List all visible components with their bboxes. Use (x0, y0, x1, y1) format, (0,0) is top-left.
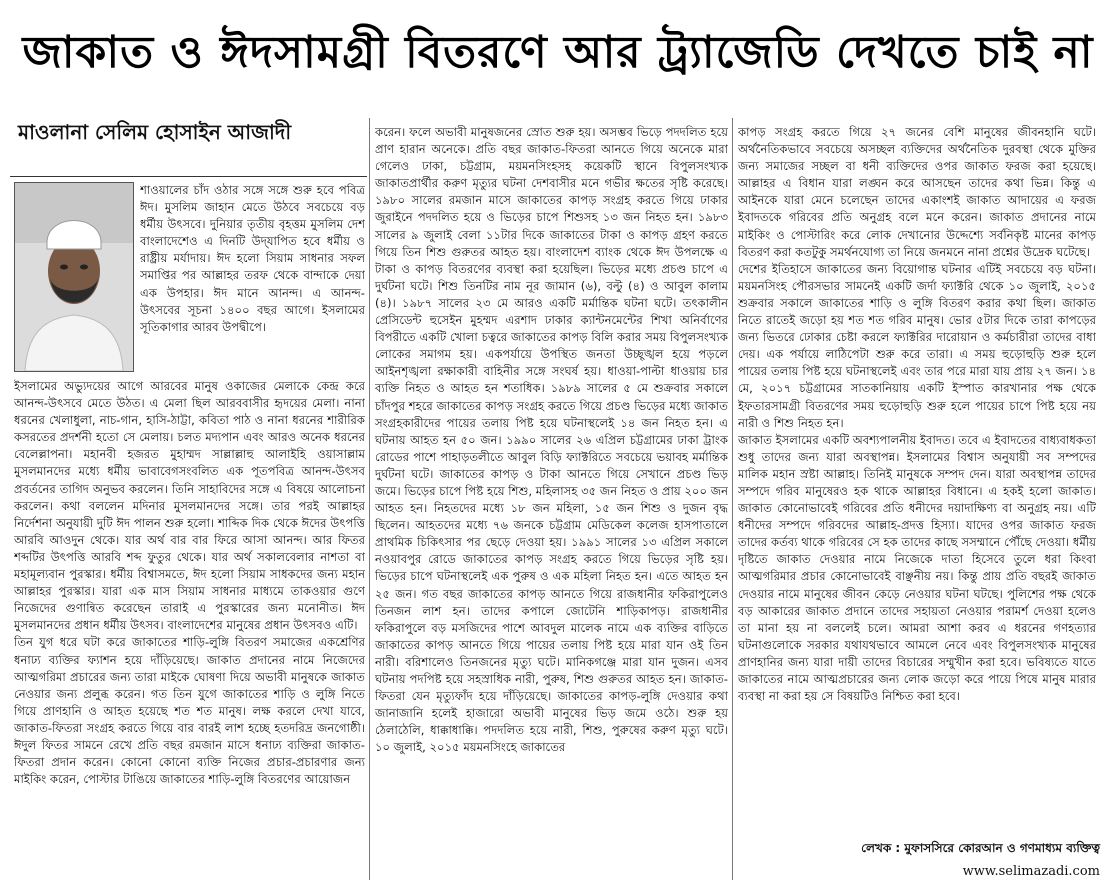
article-column-1-body: ইসলামের অভ্যুদয়ের আগে আরবের মানুষ ওকাজের মেলাকে কেন্দ্র করে আনন্দ-উৎসবে মেতে উঠত। এ মেলা ছিল আরববাসীর হৃদয়ের মেলা। নানা ধরনের খেলাধুলা, নাচ-গান, হাসি-ঠাট্টা, কবিতা পাঠ ও নানা ধরনের শারীরিক কসরতের প্রদর্শনী হতো সে মেলায়। চলত মদ্যপান এবং আরও অনেক ধরনের বেলেল্লাপনা। মহানবী হজরত মুহাম্মদ সাল্লাল্লাহু আলাইহি ওয়াসাল্লাম মুসলমানদের মধ্যে ধর্মীয় ভাবাবেগসংবলিত এক পূতপবিত্র আনন্দ-উৎসব প্রবর্তনের তাগিদ অনুভব করলেন। তিনি সাহাবিদের সঙ্গে এ বিষয়ে আলোচনা করলেন। কথা বললেন মদিনার মুসলমানদের সঙ্গে। তার পরই আল্লাহর নির্দেশনা অনুযায়ী দুটি ঈদ পালন শুরু হলো। শাব্দিক দিক থেকে ঈদের উৎপত্তি আরবি আওদুন থেকে। যার অর্থ বার বার ফিরে আসা আনন্দ। আর ফিতর শব্দটির উৎপত্তি আরবি শব্দ ফুতুর থেকে। যার অর্থ সকালবেলার নাশতা বা মহামূল্যবান পুরস্কার। ধর্মীয় বিশ্বাসমতে, ঈদ হলো সিয়াম সাধকদের জন্য মহান আল্লাহর পুরস্কার। যারা এক মাস সিয়াম সাধনার মাধ্যমে তাকওয়ার গুণে নিজেদের গুণান্বিত করেছেন তারাই এ পুরস্কারের জন্য মনোনীত। ঈদ মুসলমানদের প্রধান ধর্মীয় উৎসব। বাংলাদেশের মানুষের প্রধান উৎসবও এটি। তিন যুগ ধরে ঘটা করে জাকাতের শাড়ি-লুঙ্গি বিতরণ সমাজের একশ্রেণির ধনাঢ্য ব্যক্তির ফ্যাশন হয়ে দাঁড়িয়েছে। জাকাত প্রদানের নামে নিজেদের আত্মগরিমা প্রচারের জন্য তারা মাইকে ঘোষণা দিয়ে অভাবী মানুষকে জাকাত নেওয়ার জন্য প্রলুব্ধ করেন। গত তিন যুগে জাকাতের শাড়ি ও লুঙ্গি নিতে গিয়ে প্রাণহানি ও আহত হয়েছে শত শত মানুষ। লক্ষ করলে দেখা যাবে, জাকাত-ফিতরা সংগ্রহ করতে গিয়ে বার বারই লাশ হচ্ছে হতদরিদ্র জনগোষ্ঠী। ঈদুল ফিতর সামনে রেখে প্রতি বছর রমজান মাসে ধনাঢ্য ব্যক্তিরা জাকাত-ফিতরা প্রদান করেন। কোনো কোনো ব্যক্তি নিজের প্রচার-প্রচারণার জন্য মাইকিং করেন, পোস্টার টাঙিয়ে জাকাতের শাড়ি-লুঙ্গি বিতরণের আয়োজন (14, 379, 365, 787)
author-byline: মাওলানা সেলিম হোসাইন আজাদী (18, 120, 292, 144)
article-column-1-intro: শাওয়ালের চাঁদ ওঠার সঙ্গে সঙ্গে শুরু হবে পবিত্র ঈদ। মুসলিম জাহান মেতে উঠবে সবচেয়ে বড় ধর্মীয় উৎসবে। দুনিয়ার তৃতীয় বৃহত্তম মুসলিম দেশ বাংলাদেশেও এ দিনটি উদ্‌যাপিত হবে ধর্মীয় ও রাষ্ট্রীয় মর্যাদায়। ঈদ হলো সিয়াম সাধনার সফল সমাপ্তির পর আল্লাহর তরফ থেকে বান্দাকে দেয়া এক উপহার। ঈদ মানে আনন্দ। এ আনন্দ-উৎসবের সূচনা ১৪০০ বছর আগে। ইসলামের সূতিকাগার আরব উপদ্বীপে। (140, 183, 365, 334)
column-divider (732, 118, 733, 880)
headline: জাকাত ও ঈদসামগ্রী বিতরণে আর ট্র্যাজেডি দেখতে চাই না (22, 26, 1094, 78)
writer-note: লেখক : মুফাসসিরে কোরআন ও গণমাধ্যম ব্যক্তিত্ব (861, 841, 1100, 855)
article-column-2: করেন। ফলে অভাবী মানুষজনের স্রোত শুরু হয়। অসম্ভব ভিড়ে পদদলিত হয়ে প্রাণ হারান অনেকে। প্রতি বছর জাকাত-ফিতরা আনতে গিয়ে অনেকে মারা গেলেও ঢাকা, চট্টগ্রাম, ময়মনসিংহসহ কয়েকটি স্থানে বিপুলসংখ্যক জাকাতপ্রার্থীর করুণ মৃত্যুর ঘটনা দেশবাসীর মনে গভীর ক্ষতের সৃষ্টি করেছে। ১৯৮০ সালের রমজান মাসে জাকাতের কাপড় সংগ্রহ করতে গিয়ে ঢাকার জুরাইনে পদদলিত হয়ে ও ভিড়ের চাপে শিশুসহ ১৩ জন নিহত হন। ১৯৮৩ সালের ৯ জুলাই বেলা ১১টার দিকে জাকাতের টাকা ও কাপড় গ্রহণ করতে গিয়ে তিন শিশু গুরুতর আহত হয়। বাংলাদেশ ব্যাংক থেকে ঈদ উপলক্ষে এ টাকা ও কাপড় বিতরণের ব্যবস্থা করা হয়েছিল। ভিড়ের মধ্যে প্রচণ্ড চাপে এ দুর্ঘটনা ঘটে। শিশু তিনটির নাম নূর জামান (৬), বল্টু (৪) ও আবুল কালাম (৪)। ১৯৮৭ সালের ২৩ মে আরও একটি মর্মান্তিক ঘটনা ঘটে। তৎকালীন প্রেসিডেন্ট হুসেইন মুহম্মদ এরশাদ ঢাকার ক্যান্টনমেন্টের শিখা অনির্বাণের বিপরীতে একটি খোলা চত্বরে জাকাতের কাপড় বিলি করার সময় বিপুলসংখ্যক লোকের সমাগম হয়। একপর্যায়ে উপস্থিত জনতা উচ্ছৃঙ্খল হয়ে পড়লে আইনশৃঙ্খলা রক্ষাকারী বাহিনীর সঙ্গে সংঘর্ষ হয়। ধাওয়া-পাল্টা ধাওয়ায় চার ব্যক্তি নিহত ও আহত হন শতাধিক। ১৯৮৯ সালের ৫ মে শুক্রবার সকালে চাঁদপুর শহরে জাকাতের কাপড় সংগ্রহ করতে গিয়ে প্রচণ্ড ভিড়ের মধ্যে জাকাত সংগ্রহকারীদের পায়ের তলায় পিষ্ট হয়ে ঘটনাস্থলেই ১৪ জন নিহত হন। এ ঘটনায় আহত হন ৫০ জন। ১৯৯০ সালের ২৬ এপ্রিল চট্টগ্রামের ঢাকা ট্রাংক রোডের পাশে পাহাড়তলীতে আবুল বিড়ি ফ্যাক্টরিতে সবচেয়ে ভয়াবহ মর্মান্তিক দুর্ঘটনা ঘটে। জাকাতের কাপড় ও টাকা আনতে গিয়ে সেখানে প্রচণ্ড ভিড় জমে। ভিড়ের চাপে পিষ্ট হয়ে শিশু, মহিলাসহ ৩৫ জন নিহত ও প্রায় ২০০ জন আহত হন। নিহতদের মধ্যে ১৮ জন মহিলা, ১৫ জন শিশু ও দুজন বৃদ্ধ ছিলেন। আহতদের মধ্যে ৭৬ জনকে চট্টগ্রাম মেডিকেল কলেজ হাসপাতালে প্রাথমিক চিকিৎসার পর ছেড়ে দেওয়া হয়। ১৯৯১ সালের ১৩ এপ্রিল সকালে নওয়াবপুর রোডে জাকাতের কাপড় সংগ্রহ করতে গিয়ে ভিড়ের সৃষ্টি হয়। ভিড়ের চাপে ঘটনাস্থলেই এক পুরুষ ও এক মহিলা নিহত হন। এতে আহত হন ২৫ জন। গত বছর জাকাতের কাপড় আনতে গিয়ে রাজধানীর ফকিরাপুলেও তিনজন লাশ হন। তাদের কপালে জোটেনি শাড়িকাপড়। রাজধানীর ফকিরাপুলে বড় মসজিদের পাশে আবদুল মালেক নামে এক ব্যক্তির বাড়িতে জাকাতের কাপড় আনতে গিয়ে পায়ের তলায় পিষ্ট হয়ে মারা যান ওই তিন নারী। বরিশালেও তিনজনের মৃত্যু ঘটে। মানিকগঞ্জে মারা যান দুজন। এসব ঘটনায় পদপিষ্ট হয়ে সহস্রাধিক নারী, পুরুষ, শিশু গুরুতর আহত হন। জাকাত-ফিতরা যেন মৃত্যুফাঁদ হয়ে দাঁড়িয়েছে। জাকাতের কাপড়-লুঙ্গি দেওয়ার কথা জানাজানি হলেই হাজারো অভাবী মানুষের ভিড় জমে ওঠে। শুরু হয় ঠেলাঠেলি, ধাক্কাধাক্কি। পদদলিত হয়ে নারী, শিশু, পুরুষের করুণ মৃত্যু ঘটে। ১০ জুলাই, ২০১৫ ময়মনসিংহে জাকাতের (375, 125, 728, 755)
website-url: www.selimazadi.com (962, 864, 1100, 879)
article-column-3: কাপড় সংগ্রহ করতে গিয়ে ২৭ জনের বেশি মানুষের জীবনহানি ঘটে। অর্থনৈতিকভাবে সবচেয়ে অসচ্ছল ব্যক্তিদের অর্থনৈতিক দুরবস্থা থেকে মুক্তির জন্য সমাজের সচ্ছল বা ধনী ব্যক্তিদের ওপর জাকাত ফরজ করা হয়েছে। আল্লাহর এ বিধান যারা লঙ্ঘন করে আসছেন তাদের কথা ভিন্ন। কিন্তু এ আইনকে যারা মেনে চলেছেন তাদের একাংশই জাকাত আদায়ের এ ফরজ ইবাদতকে গরিবের প্রতি অনুগ্রহ বলে মনে করেন। জাকাত প্রদানের নামে মাইকিং ও পোস্টারিং করে লোক দেখানোর উদ্দেশ্যে সর্বনিকৃষ্ট মানের কাপড় বিতরণ করা কতটুকু সমর্থনযোগ্য তা নিয়ে জনমনে নানা প্রশ্নের উদ্রেক ঘটেছে। দেশের ইতিহাসে জাকাতের জন্য বিয়োগান্ত ঘটনার এটিই সবচেয়ে বড় ঘটনা। ময়মনসিংহ পৌরসভার সামনেই একটি জর্দা ফ্যাক্টরি থেকে ১০ জুলাই, ২০১৫ শুক্রবার সকালে জাকাতের শাড়ি ও লুঙ্গি বিতরণ করার কথা ছিল। জাকাত নিতে রাতেই জড়ো হয় শত শত গরিব মানুষ। ভোর ৫টার দিকে তারা কাপড়ের জন্য ভিতরে ঢোকার চেষ্টা করলে ফ্যাক্টরির দারোয়ান ও কর্মচারীরা তাদের বাধা দেয়। এক পর্যায়ে লাঠিপেটা শুরু করে তারা। এ সময় হুড়োহুড়ি শুরু হলে পায়ের তলায় পিষ্ট হয়ে ঘটনাস্থলেই এবং তার পরে মারা যায় প্রায় ২৭ জন। ১৪ মে, ২০১৭ চট্টগ্রামের সাতকানিয়ায় একটি ইস্পাত কারখানার পক্ষ থেকে ইফতারসামগ্রী বিতরণের সময় হুড়োহুড়ি শুরু হলে পায়ের চাপে পিষ্ট হয়ে নয় নারী ও শিশু নিহত হন। জাকাত ইসলামের একটি অবশ্যপালনীয় ইবাদত। তবে এ ইবাদতের বাধ্যবাধকতা শুধু তাদের জন্য যারা অবস্থাপন্ন। ইসলামের বিশ্বাস অনুযায়ী সব সম্পদের মালিক মহান স্রষ্টা আল্লাহ। তিনিই মানুষকে সম্পদ দেন। যারা অবস্থাপন্ন তাদের সম্পদে গরিব মানুষেরও হক থাকে আল্লাহর বিধানে। এ হকই হলো জাকাত। জাকাত কোনোভাবেই গরিবের প্রতি ধনীদের দয়াদাক্ষিণ্য বা অনুগ্রহ নয়। এটি ধনীদের সম্পদে গরিবদের আল্লাহ-প্রদত্ত হিস্যা। যাদের ওপর জাকাত ফরজ তাদের কর্তব্য থাকে গরিবের সে হক তাদের কাছে সসম্মানে পৌঁছে দেওয়া। ধর্মীয় দৃষ্টিতে জাকাত দেওয়ার নামে নিজেকে দাতা হিসেবে তুলে ধরা কিংবা আত্মগরিমার প্রচার কোনোভাবেই বাঞ্ছনীয় নয়। কিন্তু প্রায় প্রতি বছরই জাকাত দেওয়ার নামে মানুষের জীবন কেড়ে নেওয়ার ঘটনা ঘটছে। পুলিশের পক্ষ থেকে বড় আকারের জাকাত প্রদানে তাদের সহায়তা নেওয়ার পরামর্শ দেওয়া হলেও তা মানা হয় না বললেই চলে। আমরা আশা করব এ ধরনের গণহত্যার ঘটনাগুলোকে সরকার যথাযথভাবে আমলে নেবে এবং বিপুলসংখ্যক মানুষের প্রাণহানির জন্য যারা দায়ী তাদের বিচারের সম্মুখীন করা হবে। ভবিষ্যতে যাতে জাকাতের নামে আত্মপ্রচারের জন্য লোক জড়ো করে পায়ে পিষে মানুষ মারার ব্যবস্থা না করা হয় সে বিষয়টিও নিশ্চিত করা হবে। (738, 125, 1096, 704)
author-portrait-image (15, 183, 133, 371)
author-photo (14, 182, 134, 372)
column-divider (369, 118, 370, 880)
byline-divider (10, 176, 367, 177)
